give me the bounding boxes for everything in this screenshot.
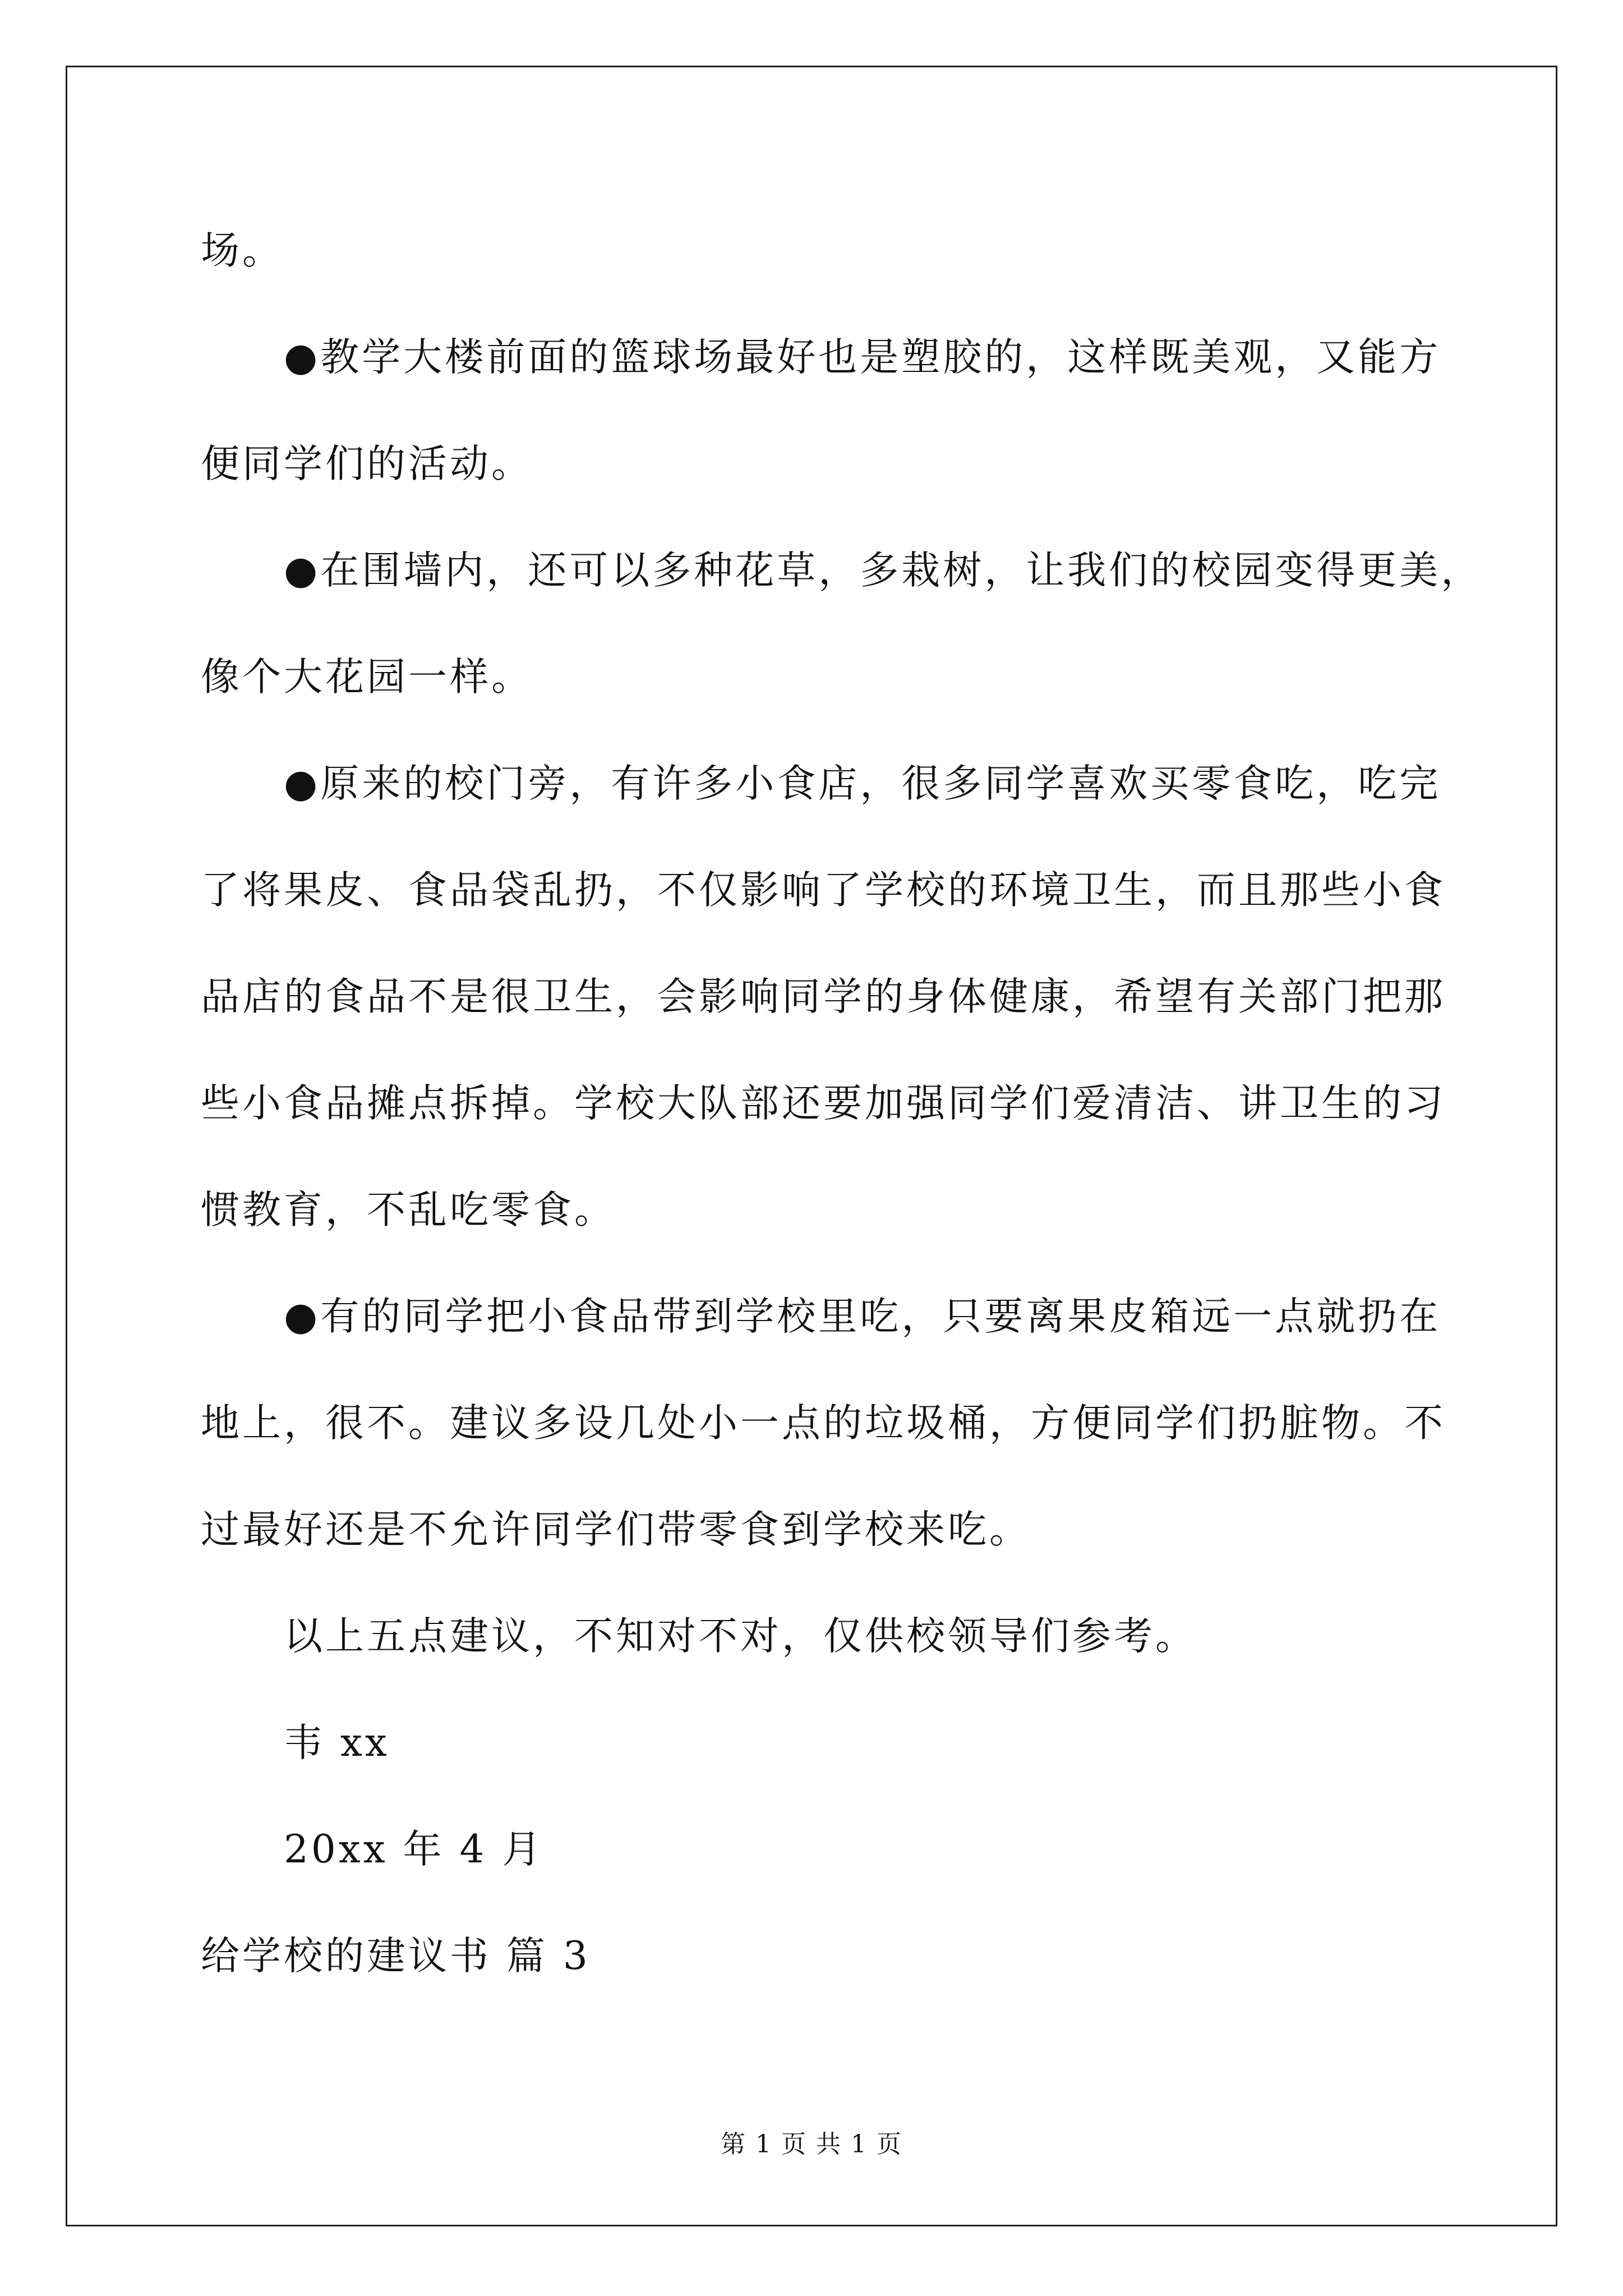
text-line: 过最好还是不允许同学们带零食到学校来吃。 bbox=[201, 1507, 1031, 1552]
text-line: 了将果皮、食品袋乱扔，不仅影响了学校的环境卫生，而且那些小食 bbox=[201, 868, 1446, 913]
text-line: 惯教育，不乱吃零食。 bbox=[201, 1188, 616, 1232]
page-footer: 第 1 页 共 1 页 bbox=[721, 2130, 902, 2159]
date-line: 20xx 年 4 月 bbox=[284, 1827, 544, 1872]
text-line: ●在围墙内，还可以多种花草，多栽树，让我们的校园变得更美， bbox=[284, 548, 1483, 593]
section-heading: 给学校的建议书 篇 3 bbox=[201, 1934, 591, 1978]
text-line: ●有的同学把小食品带到学校里吃，只要离果皮箱远一点就扔在 bbox=[284, 1294, 1441, 1339]
text-line: 地上，很不。建议多设几处小一点的垃圾桶，方便同学们扔脏物。不 bbox=[201, 1401, 1446, 1446]
text-line: 像个大花园一样。 bbox=[201, 655, 533, 700]
text-line: 场。 bbox=[201, 228, 284, 273]
text-line: 品店的食品不是很卫生，会影响同学的身体健康，希望有关部门把那 bbox=[201, 974, 1446, 1019]
text-line: ●原来的校门旁，有许多小食店，很多同学喜欢买零食吃，吃完 bbox=[284, 761, 1441, 806]
text-line: 些小食品摊点拆掉。学校大队部还要加强同学们爱清洁、讲卫生的习 bbox=[201, 1081, 1446, 1126]
text-line: 便同学们的活动。 bbox=[201, 441, 533, 486]
signature-line: 韦 xx bbox=[284, 1720, 390, 1765]
text-line: 以上五点建议，不知对不对，仅供校领导们参考。 bbox=[284, 1614, 1197, 1659]
text-line: ●教学大楼前面的篮球场最好也是塑胶的，这样既美观，又能方 bbox=[284, 335, 1441, 380]
page-border bbox=[66, 66, 1557, 2226]
